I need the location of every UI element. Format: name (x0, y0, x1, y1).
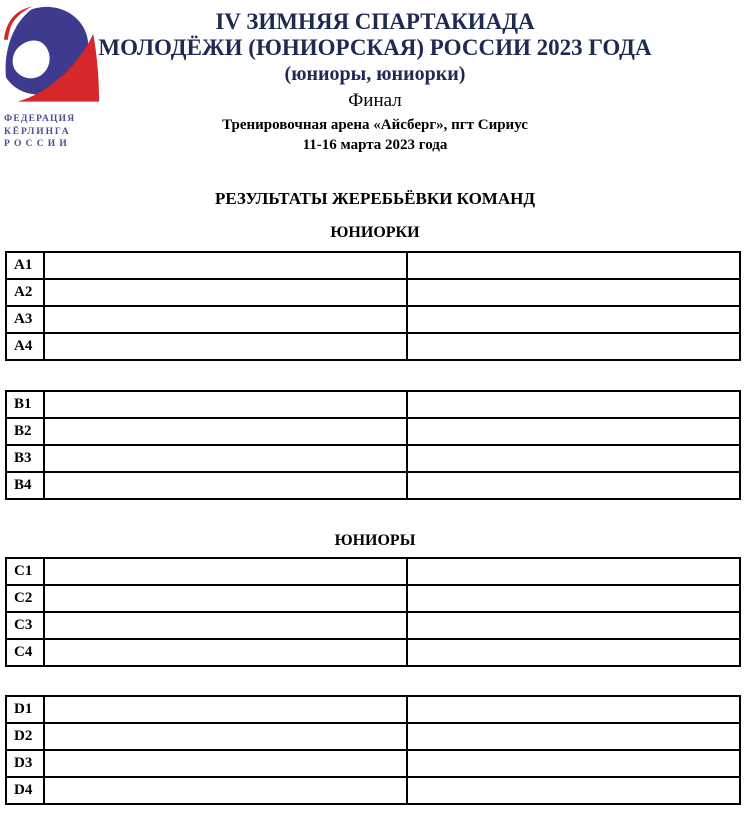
draw-row (6, 723, 740, 750)
team-name-cell (44, 639, 407, 666)
team-name-cell (44, 750, 407, 777)
row-position-label: B4 (6, 472, 44, 499)
team-info-cell (407, 391, 740, 418)
event-venue: Тренировочная арена «Айсберг», пгт Сириус (222, 117, 528, 133)
draw-row (6, 777, 740, 804)
results-heading: РЕЗУЛЬТАТЫ ЖЕРЕБЬЁВКИ КОМАНД (214, 189, 536, 208)
row-position-label: B3 (6, 445, 44, 472)
team-info-cell (407, 639, 740, 666)
team-info-cell (407, 585, 740, 612)
team-name-cell (44, 333, 407, 360)
event-title-line-1: IV ЗИМНЯЯ СПАРТАКИАДА (215, 9, 535, 34)
draw-table-group-a (5, 251, 741, 361)
draw-row (6, 750, 740, 777)
draw-row (6, 252, 740, 279)
team-info-cell (407, 418, 740, 445)
event-stage: Финал (348, 90, 402, 111)
team-info-cell (407, 612, 740, 639)
team-info-cell (407, 723, 740, 750)
team-info-cell (407, 777, 740, 804)
draw-row (6, 639, 740, 666)
team-info-cell (407, 333, 740, 360)
team-name-cell (44, 585, 407, 612)
row-position-label: D4 (6, 777, 44, 804)
team-name-cell (44, 777, 407, 804)
draw-row (6, 306, 740, 333)
logo-caption-line: ФЕДЕРАЦИЯ (4, 114, 76, 124)
juniors-female-heading: ЮНИОРКИ (330, 224, 420, 241)
team-name-cell (44, 723, 407, 750)
row-position-label: B1 (6, 391, 44, 418)
row-position-label: B2 (6, 418, 44, 445)
row-position-label: D2 (6, 723, 44, 750)
team-info-cell (407, 696, 740, 723)
team-info-cell (407, 252, 740, 279)
juniors-male-heading: ЮНИОРЫ (334, 532, 416, 549)
event-dates: 11-16 марта 2023 года (302, 137, 448, 153)
draw-row (6, 418, 740, 445)
team-name-cell (44, 558, 407, 585)
row-position-label: A1 (6, 252, 44, 279)
event-title-line-3: (юниоры, юниорки) (284, 63, 466, 85)
draw-table-group-b (5, 390, 741, 500)
team-name-cell (44, 445, 407, 472)
row-position-label: C2 (6, 585, 44, 612)
draw-row (6, 279, 740, 306)
team-name-cell (44, 472, 407, 499)
team-info-cell (407, 279, 740, 306)
row-position-label: D1 (6, 696, 44, 723)
draw-row (6, 445, 740, 472)
row-position-label: C3 (6, 612, 44, 639)
document-header (0, 9, 750, 155)
row-position-label: A4 (6, 333, 44, 360)
draw-row (6, 558, 740, 585)
row-position-label: C1 (6, 558, 44, 585)
team-info-cell (407, 445, 740, 472)
draw-row (6, 612, 740, 639)
team-name-cell (44, 252, 407, 279)
event-title-line-2: МОЛОДЁЖИ (ЮНИОРСКАЯ) РОССИИ 2023 ГОДА (98, 35, 652, 60)
logo-caption-line: КЁРЛИНГА (4, 126, 71, 137)
team-name-cell (44, 279, 407, 306)
row-position-label: A2 (6, 279, 44, 306)
team-info-cell (407, 750, 740, 777)
team-info-cell (407, 472, 740, 499)
team-info-cell (407, 558, 740, 585)
team-name-cell (44, 391, 407, 418)
team-name-cell (44, 418, 407, 445)
team-info-cell (407, 306, 740, 333)
row-position-label: C4 (6, 639, 44, 666)
team-name-cell (44, 612, 407, 639)
draw-row (6, 333, 740, 360)
draw-row (6, 585, 740, 612)
draw-row (6, 696, 740, 723)
draw-table-group-c (5, 557, 741, 667)
draw-row (6, 472, 740, 499)
logo-caption-line: РОССИИ (4, 139, 71, 149)
team-name-cell (44, 306, 407, 333)
draw-row (6, 391, 740, 418)
draw-table-group-d (5, 695, 741, 805)
team-name-cell (44, 696, 407, 723)
row-position-label: D3 (6, 750, 44, 777)
row-position-label: A3 (6, 306, 44, 333)
